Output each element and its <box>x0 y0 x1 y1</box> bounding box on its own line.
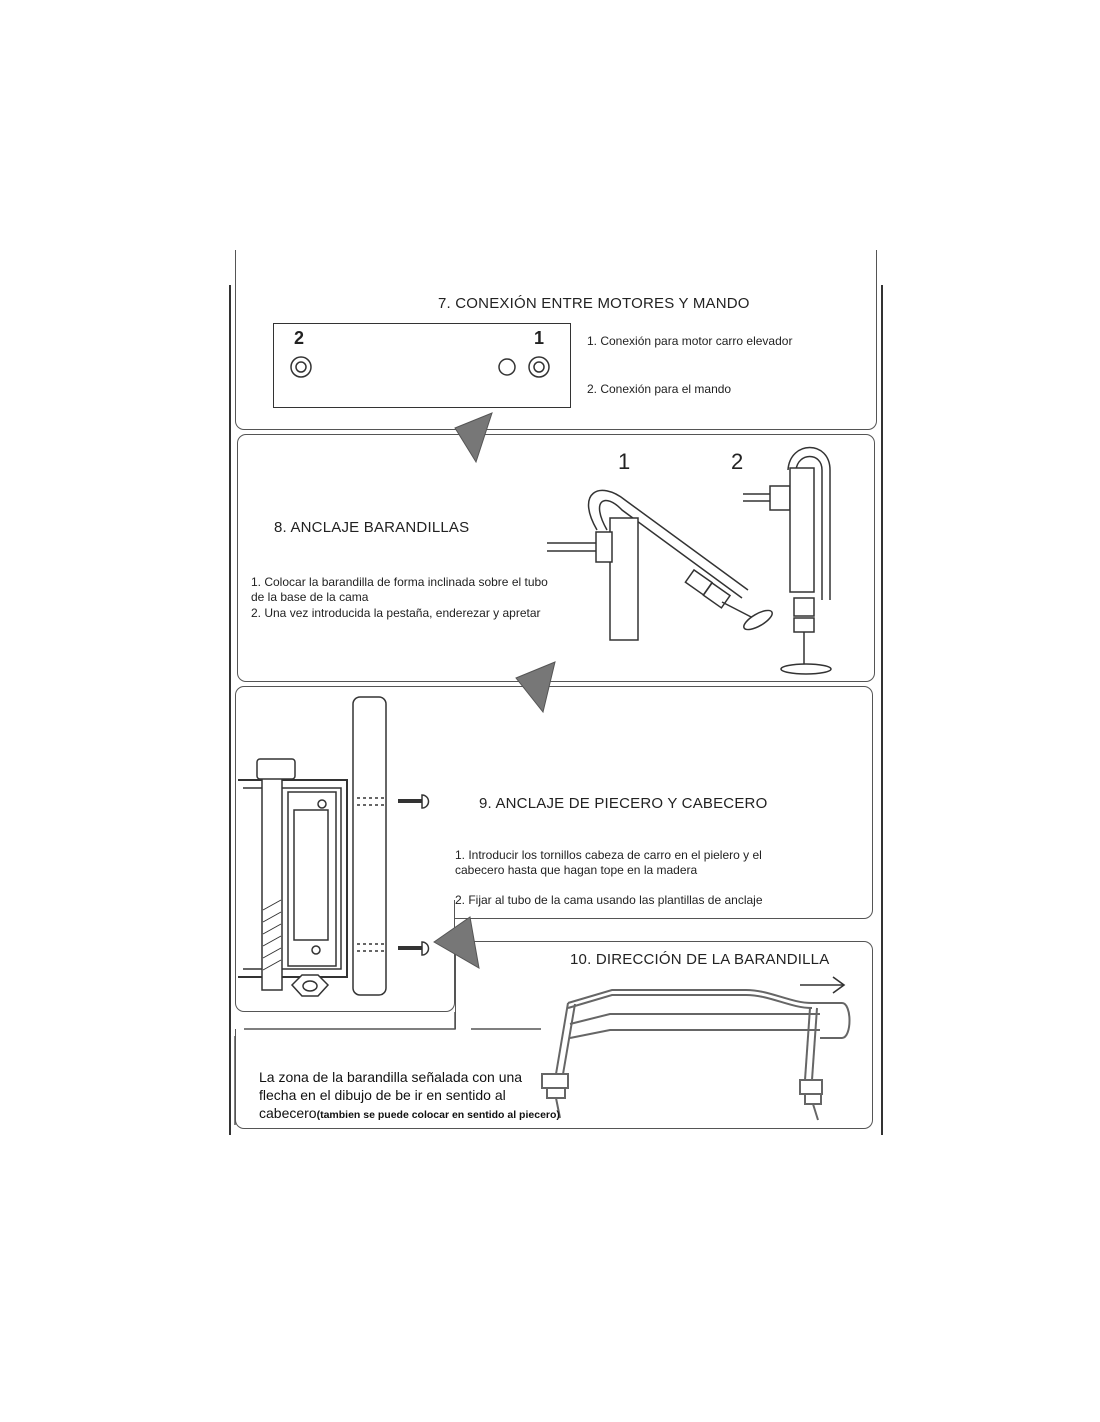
section-8-title: 8. ANCLAJE BARANDILLAS <box>274 519 470 536</box>
section-7-item-2: 2. Conexión para el mando <box>587 382 732 396</box>
figure-2-label: 2 <box>731 449 744 474</box>
section-8-line-1: 1. Colocar la barandilla de forma inclinada sobre el tubo <box>251 575 548 589</box>
section-10-note-line-2: flecha en el dibujo de be ir en sentido al <box>259 1087 506 1103</box>
connector-2-label: 2 <box>294 328 305 348</box>
section-9-line-2: cabecero hasta que hagan tope en la madera <box>455 863 698 877</box>
section-7-item-1: 1. Conexión para motor carro elevador <box>587 334 793 348</box>
section-10-note-line-1: La zona de la barandilla señalada con una <box>259 1069 523 1085</box>
flow-arrow-7-to-8-icon <box>455 413 492 462</box>
section-7-title: 7. CONEXIÓN ENTRE MOTORES Y MANDO <box>438 295 750 312</box>
section-10-note-line-3-small: (tambien se puede colocar en sentido al piecero) <box>316 1109 560 1121</box>
figure-1-label: 1 <box>618 449 631 474</box>
flow-arrow-8-to-9-icon <box>516 662 555 712</box>
section-10-title: 10. DIRECCIÓN DE LA BARANDILLA <box>570 951 830 968</box>
section-8-line-2: de la base de la cama <box>251 590 369 604</box>
section-10-note-line-3-main: cabecero <box>259 1105 317 1121</box>
flow-arrow-9-to-10-icon <box>434 917 479 968</box>
section-9-line-3: 2. Fijar al tubo de la cama usando las plantillas de anclaje <box>455 893 763 907</box>
connector-1-label: 1 <box>534 328 545 348</box>
section-9-title: 9. ANCLAJE DE PIECERO Y CABECERO <box>479 795 768 812</box>
section-9-line-1: 1. Introducir los tornillos cabeza de carro en el pielero y el <box>455 848 762 862</box>
section-8-line-3: 2. Una vez introducida la pestaña, enderezar y apretar <box>251 606 541 620</box>
